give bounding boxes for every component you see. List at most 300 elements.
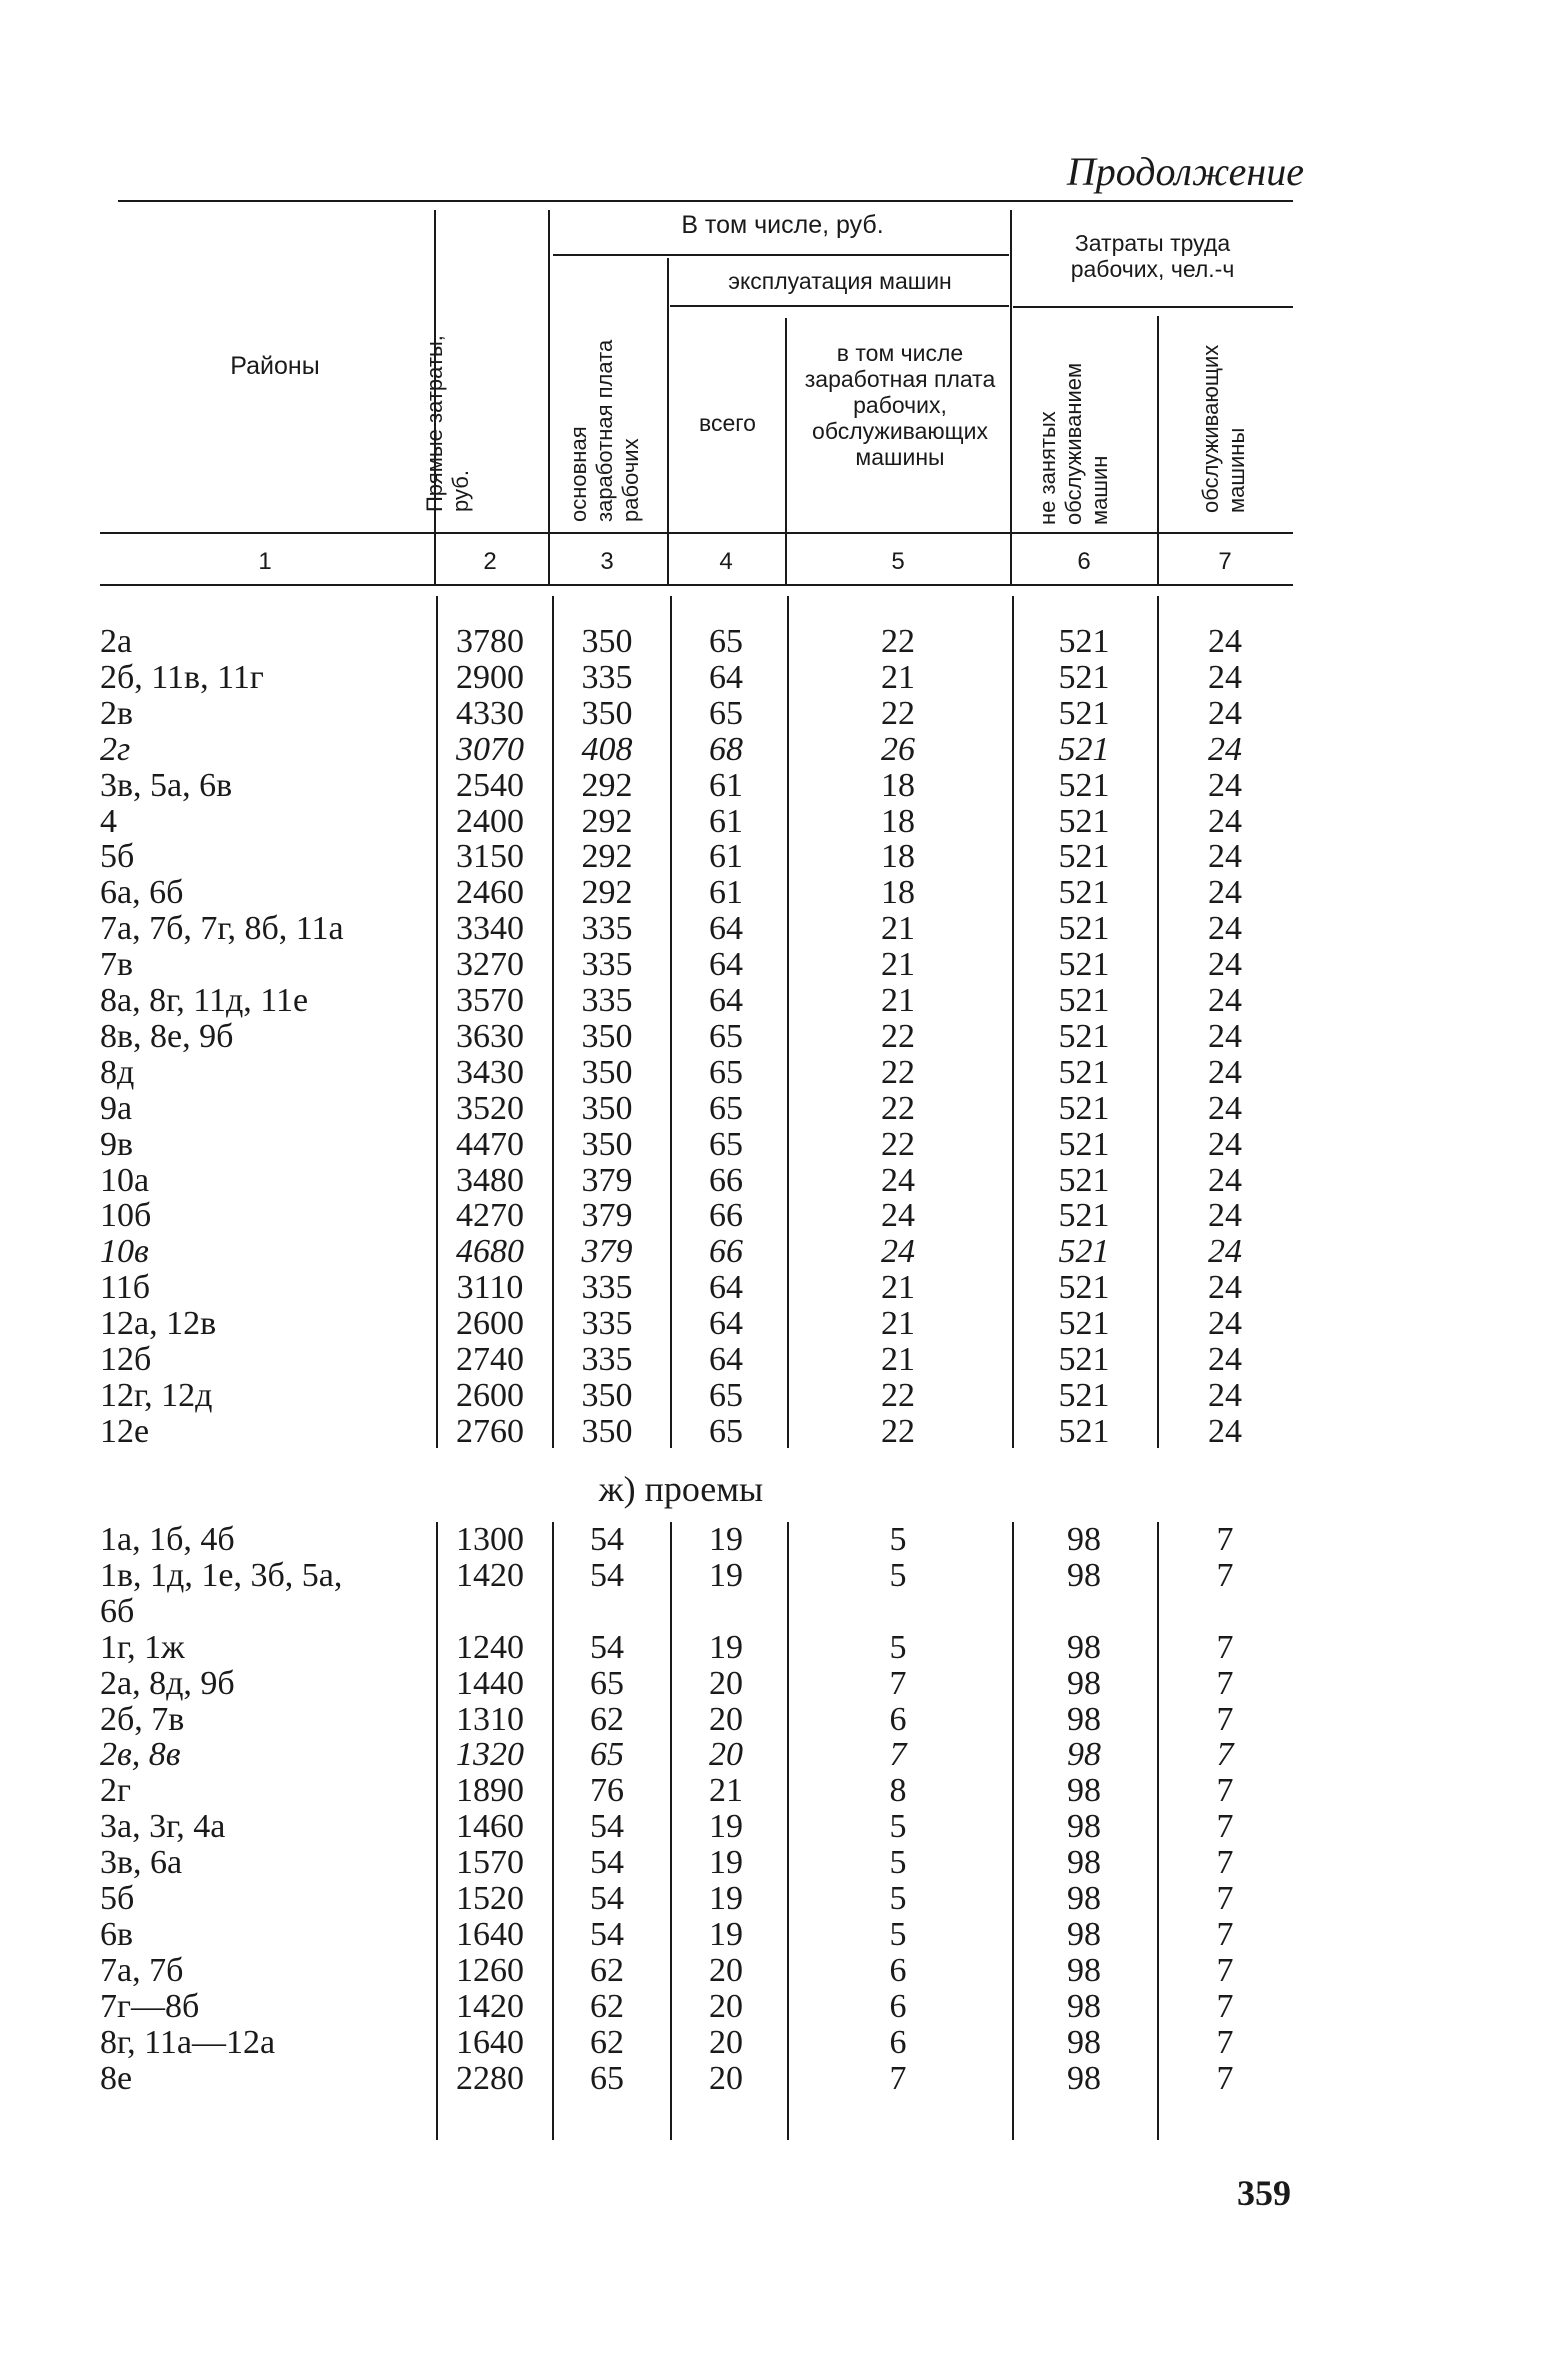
- page-number: 359: [1237, 2173, 1291, 2213]
- value-cell-col3: 54: [590, 1556, 624, 1594]
- value-cell-col3: 62: [590, 1700, 624, 1738]
- value-cell-col5: 5: [889, 1521, 907, 1558]
- region-label: 10а: [100, 1161, 150, 1199]
- value-cell-col7: 7: [1216, 1628, 1234, 1666]
- region-cell: [100, 1270, 420, 1306]
- value-cell-col4: 20: [709, 1700, 743, 1738]
- region-label: 8а, 8г, 11д, 11е: [100, 982, 309, 1019]
- table-row: [100, 1306, 1290, 1342]
- value-cell-col4: 64: [709, 1305, 743, 1343]
- table-section-openings: [100, 1522, 1290, 2122]
- table-row: [100, 1019, 1290, 1055]
- value-cell-col5: 6: [889, 2023, 907, 2061]
- value-cell-col7: 24: [1208, 623, 1242, 660]
- table-row: [100, 1556, 1290, 1630]
- value-cell-col7: 24: [1208, 694, 1242, 732]
- value-cell-col2: 2540: [456, 766, 524, 804]
- header-vline-6: [1157, 316, 1159, 584]
- header-incl-wage: в том числе заработная плата рабочих, обслуживающих машины: [804, 340, 996, 470]
- value-cell-col2: 2600: [456, 1305, 524, 1343]
- table-section-main: [100, 624, 1290, 1454]
- table-row: [100, 1198, 1290, 1234]
- value-cell-col2: 4270: [456, 1197, 524, 1235]
- value-cell-col7: 24: [1208, 982, 1242, 1019]
- value-cell-col3: 62: [590, 2023, 624, 2061]
- value-cell-col6: 98: [1067, 1521, 1101, 1558]
- value-cell-col2: 3430: [456, 1053, 524, 1091]
- table-row: [100, 1055, 1290, 1091]
- value-cell-col3: 65: [590, 2059, 624, 2097]
- machines-rule: [670, 305, 1009, 307]
- table-row: [100, 2061, 1290, 2097]
- value-cell-col6: 98: [1067, 1844, 1101, 1882]
- region-label: 10в: [100, 1233, 149, 1271]
- value-cell-col3: 335: [581, 1341, 633, 1378]
- value-cell-col7: 7: [1216, 1987, 1234, 2025]
- value-cell-col3: 350: [581, 623, 633, 660]
- value-cell-col2: 1420: [456, 1987, 524, 2025]
- value-cell-col4: 65: [709, 1017, 743, 1055]
- value-cell-col5: 21: [881, 1305, 915, 1343]
- value-cell-col6: 521: [1058, 730, 1110, 768]
- value-cell-col7: 24: [1208, 838, 1242, 876]
- value-cell-col6: 521: [1058, 1125, 1110, 1163]
- region-label: 4: [100, 802, 117, 840]
- value-cell-col5: 7: [889, 2059, 907, 2097]
- value-cell-col3: 54: [590, 1808, 624, 1846]
- value-cell-col5: 22: [881, 1125, 915, 1163]
- region-cell: [100, 1881, 420, 1917]
- region-cell: [100, 1522, 420, 1558]
- value-cell-col4: 66: [709, 1197, 743, 1235]
- region-label: 12е: [100, 1412, 150, 1450]
- region-cell: [100, 732, 420, 768]
- value-cell-col2: 1440: [456, 1664, 524, 1702]
- colnum-4: 4: [719, 548, 733, 575]
- region-label: 2в: [100, 694, 134, 732]
- value-cell-col6: 521: [1058, 1017, 1110, 1055]
- value-cell-col3: 350: [581, 694, 633, 732]
- value-cell-col6: 521: [1058, 623, 1110, 660]
- value-cell-col3: 62: [590, 1951, 624, 1989]
- value-cell-col3: 379: [581, 1233, 633, 1271]
- region-label: 1г, 1ж: [100, 1628, 185, 1666]
- value-cell-col5: 5: [889, 1915, 907, 1953]
- value-cell-col4: 65: [709, 623, 743, 660]
- value-cell-col7: 24: [1208, 910, 1242, 948]
- value-cell-col6: 98: [1067, 1628, 1101, 1666]
- value-cell-col7: 24: [1208, 1269, 1242, 1307]
- value-cell-col5: 21: [881, 658, 915, 696]
- header-base-wage: основная заработная плата рабочих: [566, 339, 643, 522]
- table-row: [100, 1270, 1290, 1306]
- table-row: [100, 768, 1290, 804]
- region-cell: [100, 1845, 420, 1881]
- region-label: 5б: [100, 1880, 135, 1917]
- region-label: 9в: [100, 1125, 134, 1163]
- table-row: [100, 660, 1290, 696]
- region-label: 2б, 11в, 11г: [100, 658, 264, 696]
- region-label: 2б, 7в: [100, 1700, 185, 1738]
- region-label: 12а, 12в: [100, 1305, 217, 1343]
- value-cell-col3: 335: [581, 910, 633, 948]
- value-cell-col7: 24: [1208, 1412, 1242, 1450]
- value-cell-col2: 4470: [456, 1125, 524, 1163]
- value-cell-col4: 20: [709, 2023, 743, 2061]
- value-cell-col3: 65: [590, 1664, 624, 1702]
- value-cell-col7: 24: [1208, 1233, 1242, 1271]
- value-cell-col7: 7: [1216, 1556, 1234, 1594]
- region-cell: [100, 1091, 420, 1127]
- table-row: [100, 1163, 1290, 1199]
- region-cell: [100, 2025, 420, 2061]
- table-row: [100, 1953, 1290, 1989]
- value-cell-col5: 6: [889, 1987, 907, 2025]
- table-row: [100, 1630, 1290, 1666]
- value-cell-col5: 24: [881, 1233, 915, 1271]
- header-incl-rub: В том числе, руб.: [681, 211, 884, 239]
- region-label: 8е: [100, 2059, 133, 2097]
- value-cell-col2: 1420: [456, 1556, 524, 1594]
- value-cell-col2: 3780: [456, 623, 524, 660]
- value-cell-col5: 26: [881, 730, 915, 768]
- region-label: 6в: [100, 1915, 134, 1953]
- header-labor: Затраты труда рабочих, чел.-ч: [1070, 230, 1235, 282]
- region-label: 7а, 7б, 7г, 8б, 11а: [100, 910, 344, 948]
- table-row: [100, 1881, 1290, 1917]
- region-cell: [100, 696, 420, 732]
- region-label: 2а, 8д, 9б: [100, 1664, 235, 1702]
- value-cell-col2: 1310: [456, 1700, 524, 1738]
- value-cell-col4: 19: [709, 1808, 743, 1846]
- value-cell-col6: 521: [1058, 1053, 1110, 1091]
- value-cell-col4: 61: [709, 802, 743, 840]
- value-cell-col2: 3070: [456, 730, 524, 768]
- value-cell-col2: 3570: [456, 982, 524, 1019]
- value-cell-col7: 7: [1216, 2023, 1234, 2061]
- value-cell-col5: 18: [881, 874, 915, 912]
- value-cell-col2: 2400: [456, 802, 524, 840]
- value-cell-col7: 24: [1208, 1376, 1242, 1414]
- value-cell-col6: 98: [1067, 1772, 1101, 1810]
- value-cell-col2: 1890: [456, 1772, 524, 1810]
- region-label: 1в, 1д, 1е, 3б, 5а,: [100, 1556, 343, 1594]
- value-cell-col5: 5: [889, 1556, 907, 1594]
- region-cell: [100, 1019, 420, 1055]
- value-cell-col3: 292: [581, 766, 633, 804]
- value-cell-col5: 24: [881, 1197, 915, 1235]
- region-cell: [100, 983, 420, 1019]
- table-row: [100, 911, 1290, 947]
- value-cell-col3: 335: [581, 1269, 633, 1307]
- value-cell-col2: 1260: [456, 1951, 524, 1989]
- value-cell-col4: 20: [709, 1736, 743, 1774]
- table-row: [100, 732, 1290, 768]
- value-cell-col6: 521: [1058, 1305, 1110, 1343]
- value-cell-col7: 7: [1216, 1772, 1234, 1810]
- value-cell-col6: 98: [1067, 1915, 1101, 1953]
- header-vline-3: [667, 258, 669, 584]
- region-cell: [100, 911, 420, 947]
- value-cell-col5: 24: [881, 1161, 915, 1199]
- region-cell: [100, 1989, 420, 2025]
- value-cell-col5: 18: [881, 838, 915, 876]
- value-cell-col5: 22: [881, 694, 915, 732]
- table-row: [100, 2025, 1290, 2061]
- region-cell: [100, 1306, 420, 1342]
- value-cell-col7: 7: [1216, 1915, 1234, 1953]
- value-cell-col2: 2740: [456, 1341, 524, 1378]
- value-cell-col4: 61: [709, 874, 743, 912]
- header-vline-2: [548, 210, 550, 584]
- header-top-rule: [118, 200, 1293, 202]
- value-cell-col7: 7: [1216, 1808, 1234, 1846]
- region-cell: [100, 624, 420, 660]
- region-label: 11б: [100, 1269, 151, 1307]
- value-cell-col6: 98: [1067, 1987, 1101, 2025]
- region-cell: [100, 947, 420, 983]
- value-cell-col6: 521: [1058, 766, 1110, 804]
- value-cell-col6: 521: [1058, 1197, 1110, 1235]
- table-row: [100, 1666, 1290, 1702]
- value-cell-col3: 62: [590, 1987, 624, 2025]
- header-not-servicing: не занятых обслуживанием машин: [1035, 362, 1112, 525]
- value-cell-col7: 7: [1216, 1700, 1234, 1738]
- value-cell-col3: 292: [581, 838, 633, 876]
- region-cell: [100, 875, 420, 911]
- value-cell-col4: 65: [709, 1376, 743, 1414]
- value-cell-col7: 7: [1216, 1951, 1234, 1989]
- section-title: [0, 1468, 1562, 1510]
- value-cell-col7: 7: [1216, 1880, 1234, 1917]
- value-cell-col7: 24: [1208, 1305, 1242, 1343]
- region-cell: [100, 1234, 420, 1270]
- value-cell-col3: 350: [581, 1125, 633, 1163]
- value-cell-col6: 521: [1058, 658, 1110, 696]
- value-cell-col5: 8: [889, 1772, 907, 1810]
- region-cell: [100, 1809, 420, 1845]
- value-cell-col6: 521: [1058, 1089, 1110, 1127]
- region-cell: [100, 2061, 420, 2097]
- value-cell-col2: 4680: [456, 1233, 524, 1271]
- colnum-3: 3: [600, 548, 614, 575]
- value-cell-col3: 65: [590, 1736, 624, 1774]
- value-cell-col2: 3630: [456, 1017, 524, 1055]
- value-cell-col5: 7: [889, 1664, 907, 1702]
- value-cell-col4: 68: [709, 730, 743, 768]
- value-cell-col7: 24: [1208, 1161, 1242, 1199]
- region-cell: [100, 1163, 420, 1199]
- value-cell-col7: 7: [1216, 2059, 1234, 2097]
- value-cell-col5: 22: [881, 1376, 915, 1414]
- value-cell-col2: 1300: [456, 1521, 524, 1558]
- value-cell-col2: 1640: [456, 1915, 524, 1953]
- value-cell-col3: 350: [581, 1412, 633, 1450]
- value-cell-col3: 350: [581, 1017, 633, 1055]
- value-cell-col6: 521: [1058, 874, 1110, 912]
- value-cell-col6: 521: [1058, 910, 1110, 948]
- region-label: 12б: [100, 1341, 152, 1378]
- value-cell-col4: 65: [709, 1053, 743, 1091]
- region-cell: [100, 1737, 420, 1773]
- value-cell-col4: 64: [709, 1341, 743, 1378]
- region-cell: [100, 1378, 420, 1414]
- region-label: 2в, 8в: [100, 1736, 181, 1774]
- value-cell-col3: 335: [581, 946, 633, 984]
- value-cell-col7: 24: [1208, 1125, 1242, 1163]
- value-cell-col2: 1640: [456, 2023, 524, 2061]
- value-cell-col4: 20: [709, 1951, 743, 1989]
- region-cell: [100, 1342, 420, 1378]
- value-cell-col6: 98: [1067, 1880, 1101, 1917]
- value-cell-col3: 379: [581, 1197, 633, 1235]
- region-cell: [100, 1917, 420, 1953]
- region-label: 2г: [100, 1772, 131, 1810]
- value-cell-col6: 521: [1058, 982, 1110, 1019]
- region-cell: [100, 804, 420, 840]
- value-cell-col4: 66: [709, 1161, 743, 1199]
- value-cell-col5: 5: [889, 1844, 907, 1882]
- value-cell-col4: 19: [709, 1915, 743, 1953]
- table-row: [100, 624, 1290, 660]
- value-cell-col3: 76: [590, 1772, 624, 1810]
- value-cell-col7: 24: [1208, 766, 1242, 804]
- value-cell-col6: 521: [1058, 1341, 1110, 1378]
- value-cell-col5: 21: [881, 1341, 915, 1378]
- value-cell-col4: 19: [709, 1628, 743, 1666]
- value-cell-col5: 22: [881, 1053, 915, 1091]
- value-cell-col2: 3520: [456, 1089, 524, 1127]
- value-cell-col5: 18: [881, 766, 915, 804]
- value-cell-col6: 521: [1058, 802, 1110, 840]
- region-label: 7а, 7б: [100, 1951, 184, 1989]
- value-cell-col4: 19: [709, 1521, 743, 1558]
- value-cell-col5: 21: [881, 910, 915, 948]
- region-label: 8д: [100, 1053, 135, 1091]
- value-cell-col5: 5: [889, 1880, 907, 1917]
- value-cell-col6: 98: [1067, 1736, 1101, 1774]
- value-cell-col5: 5: [889, 1628, 907, 1666]
- value-cell-col4: 21: [709, 1772, 743, 1810]
- value-cell-col5: 22: [881, 1089, 915, 1127]
- value-cell-col7: 24: [1208, 658, 1242, 696]
- value-cell-col2: 1570: [456, 1844, 524, 1882]
- value-cell-col7: 24: [1208, 1089, 1242, 1127]
- region-cell: [100, 1127, 420, 1163]
- header-machines: эксплуатация машин: [728, 268, 952, 294]
- value-cell-col4: 20: [709, 1987, 743, 2025]
- value-cell-col3: 54: [590, 1844, 624, 1882]
- value-cell-col6: 98: [1067, 1700, 1101, 1738]
- header-vline-5: [1010, 210, 1012, 584]
- value-cell-col4: 64: [709, 1269, 743, 1307]
- value-cell-col3: 335: [581, 1305, 633, 1343]
- value-cell-col7: 24: [1208, 1341, 1242, 1378]
- table-row: [100, 1845, 1290, 1881]
- value-cell-col4: 20: [709, 2059, 743, 2097]
- value-cell-col3: 54: [590, 1628, 624, 1666]
- continuation-label: Продолжение: [1066, 149, 1304, 194]
- table-row: [100, 804, 1290, 840]
- colnum-7: 7: [1218, 548, 1232, 575]
- region-cell: [100, 1558, 420, 1630]
- value-cell-col5: 6: [889, 1951, 907, 1989]
- table-row: [100, 947, 1290, 983]
- value-cell-col7: 24: [1208, 946, 1242, 984]
- table-row: [100, 1414, 1290, 1450]
- value-cell-col6: 521: [1058, 1161, 1110, 1199]
- value-cell-col3: 54: [590, 1915, 624, 1953]
- value-cell-col7: 7: [1216, 1844, 1234, 1882]
- table-row: [100, 839, 1290, 875]
- value-cell-col4: 64: [709, 658, 743, 696]
- region-cell: [100, 1414, 420, 1450]
- table-row: [100, 696, 1290, 732]
- value-cell-col7: 24: [1208, 1197, 1242, 1235]
- value-cell-col7: 7: [1216, 1521, 1234, 1558]
- region-label: 5б: [100, 838, 135, 876]
- region-label-continued: 6б: [100, 1592, 135, 1630]
- value-cell-col2: 2600: [456, 1376, 524, 1414]
- value-cell-col6: 521: [1058, 694, 1110, 732]
- value-cell-col4: 64: [709, 946, 743, 984]
- value-cell-col2: 1240: [456, 1628, 524, 1666]
- value-cell-col5: 6: [889, 1700, 907, 1738]
- region-cell: [100, 1953, 420, 1989]
- value-cell-col4: 65: [709, 1089, 743, 1127]
- header-bottom-rule: [100, 532, 1293, 534]
- value-cell-col3: 292: [581, 874, 633, 912]
- table-row: [100, 1809, 1290, 1845]
- value-cell-col3: 350: [581, 1053, 633, 1091]
- value-cell-col2: 2460: [456, 874, 524, 912]
- value-cell-col6: 98: [1067, 1808, 1101, 1846]
- header-direct-costs: Прямые затраты, руб.: [422, 335, 473, 512]
- value-cell-col4: 19: [709, 1556, 743, 1594]
- table-row: [100, 1127, 1290, 1163]
- region-label: 7в: [100, 946, 134, 984]
- region-cell: [100, 660, 420, 696]
- value-cell-col4: 20: [709, 1664, 743, 1702]
- region-label: 1а, 1б, 4б: [100, 1521, 235, 1558]
- region-cell: [100, 1630, 420, 1666]
- labor-rule: [1013, 306, 1293, 308]
- value-cell-col3: 350: [581, 1376, 633, 1414]
- value-cell-col4: 65: [709, 1412, 743, 1450]
- region-label: 8в, 8е, 9б: [100, 1017, 234, 1055]
- value-cell-col4: 66: [709, 1233, 743, 1271]
- value-cell-col5: 21: [881, 1269, 915, 1307]
- value-cell-col2: 3340: [456, 910, 524, 948]
- header-servicing: обслуживающих машины: [1198, 344, 1249, 513]
- table-row: [100, 1989, 1290, 2025]
- table-row: [100, 983, 1290, 1019]
- value-cell-col6: 98: [1067, 2059, 1101, 2097]
- value-cell-col5: 7: [889, 1736, 907, 1774]
- value-cell-col5: 18: [881, 802, 915, 840]
- region-label: 7г—8б: [100, 1987, 200, 2025]
- value-cell-col3: 408: [581, 730, 633, 768]
- value-cell-col4: 19: [709, 1880, 743, 1917]
- value-cell-col4: 64: [709, 910, 743, 948]
- table-row: [100, 1378, 1290, 1414]
- value-cell-col4: 61: [709, 838, 743, 876]
- table-row: [100, 875, 1290, 911]
- value-cell-col3: 379: [581, 1161, 633, 1199]
- region-label: 9а: [100, 1089, 133, 1127]
- region-cell: [100, 839, 420, 875]
- region-label: 3а, 3г, 4а: [100, 1808, 226, 1846]
